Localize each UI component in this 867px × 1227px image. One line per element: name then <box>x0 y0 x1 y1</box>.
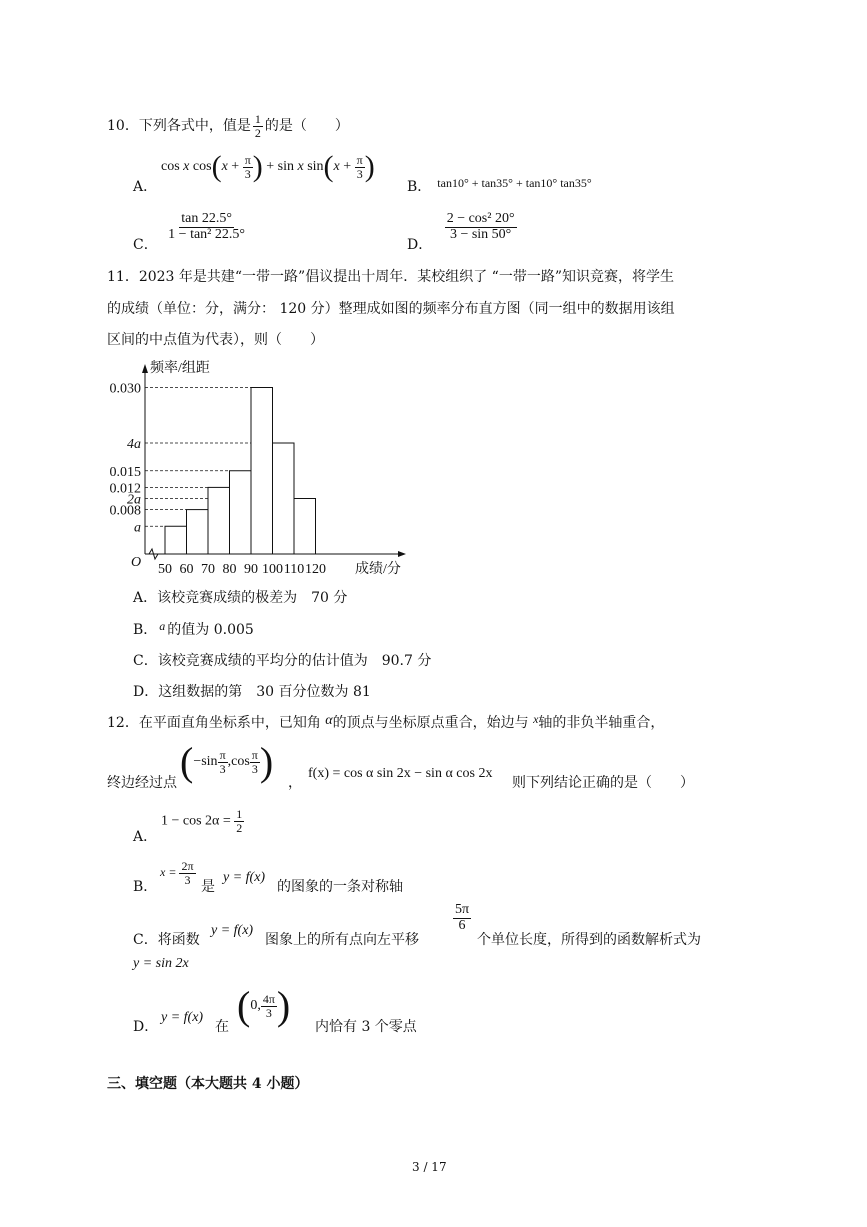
q12-d-mid: 在 <box>215 1019 229 1035</box>
q10-a-frac2-num: π <box>356 152 363 167</box>
bar-60-70 <box>187 510 209 554</box>
q10-c-label: C． <box>133 237 158 254</box>
q12-c-frac <box>453 903 471 933</box>
q12-c-mid: 图象上的所有点向左平移 <box>265 932 419 948</box>
q11-line3: 区间的中点值为代表），则（ ） <box>107 332 324 348</box>
q12-d-rparen: ) <box>276 983 291 1028</box>
q10-stem-pre: 10．下列各式中，值是 <box>107 118 251 134</box>
y-tick-label-4: 2a <box>127 492 141 508</box>
x-tick-label-80: 80 <box>222 562 237 577</box>
q10-d-den: 3 − sin 50° <box>449 226 512 242</box>
q12-d-frac <box>261 993 277 1019</box>
q10-d-label: D． <box>407 237 433 254</box>
q12-b-den: 3 <box>184 872 191 887</box>
q12-c-den: 6 <box>458 917 466 933</box>
q10-half-num: 1 <box>254 111 261 126</box>
q12-point-frac2-num: π <box>251 747 258 762</box>
q12-point-frac1-den: 3 <box>219 761 226 776</box>
x-tick-label-120: 120 <box>305 562 326 577</box>
q12-line1-mid: 的顶点与坐标原点重合，始边与 <box>332 715 534 731</box>
q10-a-frac1 <box>243 154 253 180</box>
q10-d-num: 2 − cos² 20° <box>446 211 515 226</box>
q12-function-definition: f(x) = cos α sin 2x − sin α cos 2x <box>308 766 493 781</box>
q12-d-interval <box>237 983 291 1028</box>
q12-alpha: α <box>325 713 333 728</box>
q12-b-x: x = <box>160 864 177 879</box>
q11-b-label: B． <box>133 622 158 638</box>
q12-d-zero: 0, <box>250 998 261 1014</box>
x-tick-label-110: 110 <box>283 562 305 577</box>
bar-50-60 <box>165 526 187 554</box>
q10-a-frac1-num: π <box>244 152 251 167</box>
q10-stem <box>107 112 349 140</box>
q12-line1-pre: 12．在平面直角坐标系中，已知角 <box>107 715 326 731</box>
q10-a-x4: x <box>333 159 340 175</box>
bar-100-110 <box>273 443 295 554</box>
bar-70-80 <box>208 487 230 554</box>
y-tick-label-6: a <box>134 520 141 536</box>
y-axis-arrow <box>142 364 148 373</box>
q10-b-label: B． <box>407 179 432 195</box>
q11-option-a: A．该校竞赛成绩的极差为 70 分 <box>133 590 348 606</box>
q12-point-frac1-num: π <box>219 747 226 762</box>
x-tick-label-70: 70 <box>201 562 215 577</box>
q12-b-function: y = f(x) <box>223 870 266 885</box>
q10-a-cos2: cos <box>192 159 212 175</box>
q10-a-x3: x <box>297 159 304 175</box>
q10-a-x1: x <box>183 159 190 175</box>
page-number: 3 / 17 <box>412 1160 447 1174</box>
q12-xvar: x <box>533 712 539 726</box>
q10-half-den: 2 <box>254 125 261 140</box>
q12-b-frac <box>179 860 195 886</box>
x-tick-label-50: 50 <box>158 562 172 577</box>
q11-line2: 的成绩（单位：分，满分： 120 分）整理成如图的频率分布直方图（同一组中的数据用该组 <box>107 301 675 317</box>
q10-a-sin1: + sin <box>266 159 294 175</box>
q10-c-den: 1 − tan² 22.5° <box>168 226 245 242</box>
q12-comma: ， <box>288 775 302 791</box>
x-axis-arrow <box>398 551 406 557</box>
q11-b-var: a <box>159 619 166 633</box>
q11-option-c: C．该校竞赛成绩的平均分的估计值为 90.7 分 <box>133 653 432 669</box>
q12-a-den: 2 <box>236 820 243 835</box>
q12-point-frac2 <box>250 749 260 775</box>
q10-a-lparen1: ( <box>211 150 222 183</box>
frequency-histogram <box>100 352 410 582</box>
q10-a-x2: x <box>221 159 228 175</box>
q12-b-num: 2π <box>181 859 194 873</box>
q11-option-b <box>133 619 254 639</box>
q10-b-expression: tan10° + tan35° + tan10° tan35° <box>437 176 592 190</box>
q12-line2-post: 则下列结论正确的是（ ） <box>512 775 694 791</box>
q10-c-num: tan 22.5° <box>181 211 232 226</box>
q12-point-frac2-den: 3 <box>251 761 258 776</box>
q12-point-lparen: ( <box>180 739 194 784</box>
q10-a-lparen2: ( <box>323 150 334 183</box>
q10-a-rparen1: ) <box>252 150 263 183</box>
q12-point-cos: cos <box>231 754 250 770</box>
q12-c-function: y = f(x) <box>211 923 254 938</box>
q12-line1 <box>107 712 664 732</box>
q12-a-frac <box>234 808 244 834</box>
q11-b-text: 的值为 0.005 <box>167 622 254 638</box>
q12-point-rparen: ) <box>259 739 274 784</box>
q12-line1-post: 轴的非负半轴重合， <box>538 715 665 731</box>
q12-d-num: 4π <box>262 991 275 1006</box>
q10-a-frac2-den: 3 <box>356 166 363 181</box>
q12-b-label: B． <box>133 879 158 895</box>
q12-a-lhs: 1 − cos 2α = <box>161 813 231 829</box>
section-heading: 三、填空题（本大题共 4 小题） <box>107 1076 309 1092</box>
y-tick-label-1: 4a <box>127 437 141 452</box>
q10-c-fraction <box>166 212 247 242</box>
origin-label: O <box>131 555 142 570</box>
q12-c-num: 5π <box>455 902 470 917</box>
q10-a-label: A． <box>133 179 158 195</box>
q12-point: (−sin $\frac{\pi}{3}$ ,cos $\frac{\pi}{3}$ ) <box>180 739 274 784</box>
q12-line2-pre: 终边经过点 <box>107 775 177 791</box>
y-tick-label-2: 0.015 <box>109 464 141 480</box>
y-tick-label-3: 0.012 <box>109 481 141 497</box>
bar-110-120 <box>294 499 316 555</box>
q12-a-label: A． <box>133 829 158 845</box>
q12-a-num: 1 <box>236 807 243 821</box>
q12-option-c <box>133 902 753 948</box>
q12-point-neg-sin: −sin <box>193 754 218 770</box>
q10-a-sin2: sin <box>307 159 324 175</box>
q12-c-post: 个单位长度，所得到的函数解析式为 <box>477 932 701 948</box>
q12-d-function: y = f(x) <box>161 1010 204 1025</box>
q10-half <box>253 113 263 139</box>
q12-d-label: D． <box>133 1019 159 1035</box>
y-axis-label: 频率/组距 <box>150 361 210 376</box>
q10-a-rparen2: ) <box>364 150 375 183</box>
q10-stem-post: 的是（ ） <box>264 118 349 134</box>
q10-a-expression <box>161 152 375 182</box>
q12-b-axis <box>160 860 196 886</box>
q12-b-mid: 是 <box>201 879 215 895</box>
q10-option-c <box>133 211 247 254</box>
q12-b-post: 的图象的一条对称轴 <box>277 879 403 895</box>
q12-point-frac1 <box>218 749 228 775</box>
y-tick-label-5: 0.008 <box>109 503 141 519</box>
q10-a-frac1-den: 3 <box>244 166 251 181</box>
q12-a-expression <box>161 808 244 834</box>
q10-d-fraction <box>445 212 517 242</box>
x-tick-label-60: 60 <box>179 562 194 577</box>
q10-option-b <box>407 176 592 196</box>
q11-line1: 11．2023 年是共建“一带一路”倡议提出十周年．某校组织了 “一带一路”知识竞赛，将学生 <box>107 269 674 285</box>
q10-a-cos1: cos <box>161 159 180 175</box>
x-tick-label-100: 100 <box>262 562 283 577</box>
q12-d-post: 内恰有 3 个零点 <box>315 1019 417 1035</box>
x-axis-label: 成绩/分 <box>355 562 401 577</box>
x-tick-label-90: 90 <box>244 562 258 577</box>
q10-a-plus2: + <box>343 159 352 175</box>
q12-d-lparen: ( <box>237 983 251 1028</box>
y-tick-label-0: 0.030 <box>109 381 141 397</box>
q12-c-pre: C．将函数 <box>133 932 200 948</box>
q12-c-result: y = sin 2x <box>133 956 189 971</box>
q11-option-d: D．这组数据的第 30 百分位数为 81 <box>133 684 371 700</box>
q10-a-frac2 <box>355 154 365 180</box>
bar-80-90 <box>230 471 252 554</box>
q10-a-plus1: + <box>231 159 240 175</box>
q10-option-d <box>407 211 517 254</box>
q12-d-den: 3 <box>265 1005 272 1020</box>
bar-90-100 <box>251 388 273 555</box>
